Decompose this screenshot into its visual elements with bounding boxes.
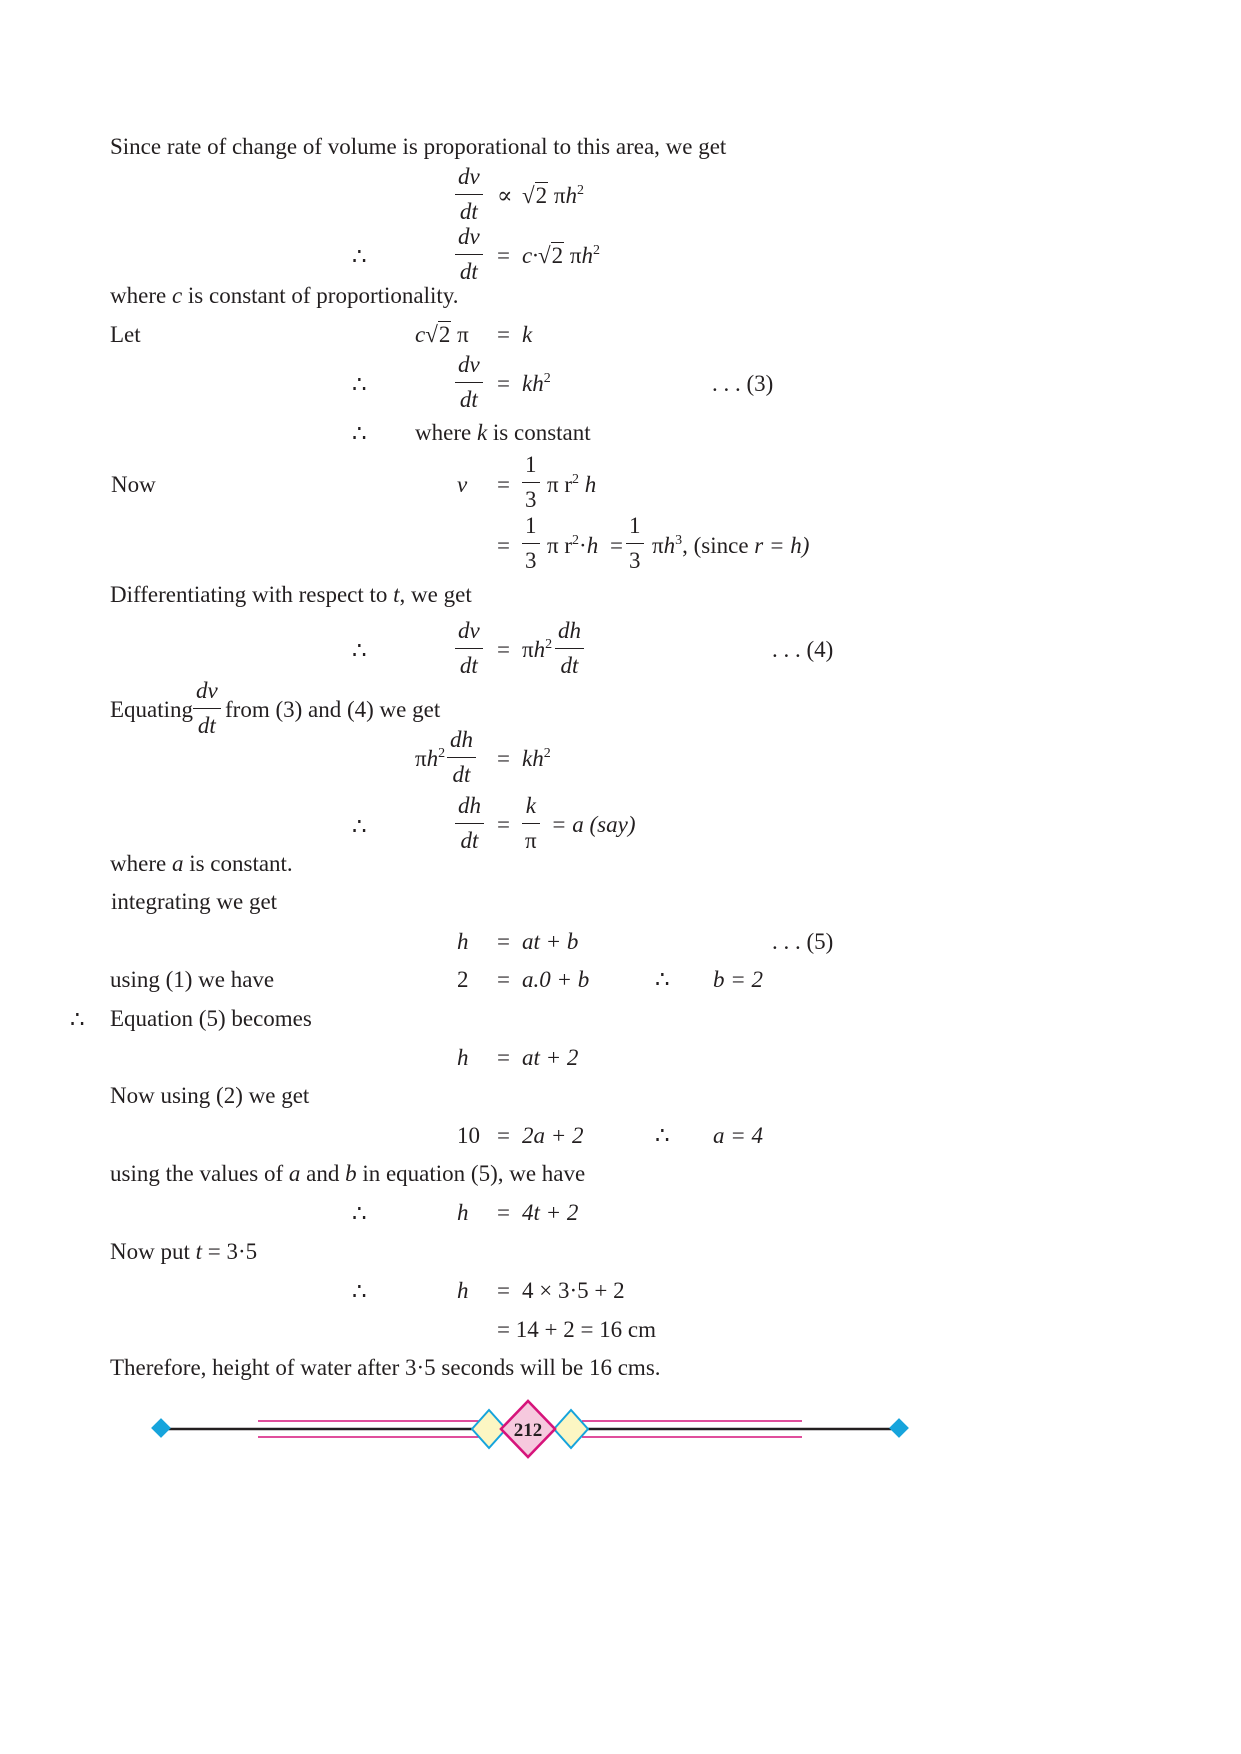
footer-left-diamond <box>151 1418 171 1438</box>
fraction-dv-dt-2: dv dt <box>455 225 483 283</box>
expr-calc-2: = 14 + 2 = 16 cm <box>497 1317 657 1342</box>
footer-right-diamond <box>889 1418 909 1438</box>
expr-b-eq-2: b = 2 <box>713 967 764 992</box>
equals-15: = <box>497 1278 510 1303</box>
expr-kh2-1: $kh^2$ <box>522 371 551 396</box>
equals-4: = <box>497 472 510 497</box>
where-k-text: where k is constant <box>415 420 591 445</box>
expr-pi-h2-b: $\pi h^2$ <box>415 746 446 771</box>
h-var-2: h <box>457 1045 469 1070</box>
expr-a0-plus-b: a.0 + b <box>522 967 590 992</box>
expr-c-sqrt2-pi: c√2 π <box>415 322 469 347</box>
therefore-symbol-1: ∴ <box>352 244 367 269</box>
equating-text: Equating <box>110 697 194 722</box>
equals-5: = <box>497 533 510 558</box>
fraction-dv-dt-1: dv dt <box>455 165 483 223</box>
equating-tail-text: from (3) and (4) we get <box>225 697 441 722</box>
equals-1: = <box>497 243 510 268</box>
therefore-symbol-7: ∴ <box>70 1007 85 1032</box>
fraction-k-pi: k π <box>522 794 540 852</box>
now-text: Now <box>111 472 156 497</box>
expr-at-plus-2: at + 2 <box>522 1045 579 1070</box>
expr-pi-h3-since: $\pi h^3$, (since r = h) <box>652 533 810 558</box>
equals-14: = <box>497 1200 510 1225</box>
therefore-conclusion-text: Therefore, height of water after 3·5 seconds will be 16 cms. <box>110 1355 661 1380</box>
equals-7: = <box>497 637 510 662</box>
equals-2: = <box>497 322 510 347</box>
expr-pi-r2-dot-h: π $r^2\cdot h$ <box>547 533 599 558</box>
h-var-4: h <box>457 1278 469 1303</box>
page-number: 212 <box>513 1420 543 1441</box>
eq-number-3: . . . (3) <box>712 371 774 396</box>
equals-13: = <box>497 1123 510 1148</box>
equals-9: = <box>497 812 510 837</box>
fraction-dh-dt-2: dh dt <box>447 728 476 786</box>
where-c-text: where c is constant of proportionality. <box>110 283 459 308</box>
therefore-symbol-8: ∴ <box>655 1123 670 1148</box>
k-var: k <box>522 322 533 347</box>
equals-10: = <box>497 929 510 954</box>
a-say-expr: = a (say) <box>551 812 636 837</box>
eq5-becomes-text: Equation (5) becomes <box>110 1006 312 1031</box>
fraction-one-third-2: 1 3 <box>522 514 540 572</box>
therefore-symbol-3: ∴ <box>352 421 367 446</box>
therefore-symbol-6: ∴ <box>655 967 670 992</box>
therefore-symbol-4: ∴ <box>352 638 367 663</box>
therefore-symbol-10: ∴ <box>352 1279 367 1304</box>
fraction-dv-dt-5: dv dt <box>193 679 221 737</box>
expr-calc-1: 4 × 3·5 + 2 <box>522 1278 625 1303</box>
now-using2-text: Now using (2) we get <box>110 1083 310 1108</box>
expr-2a-plus-2: 2a + 2 <box>522 1123 584 1148</box>
fraction-dv-dt-4: dv dt <box>455 619 483 677</box>
expr-4t-plus-2: 4t + 2 <box>522 1200 579 1225</box>
expr-at-plus-b: at + b <box>522 929 579 954</box>
therefore-symbol-5: ∴ <box>352 814 367 839</box>
h-var-3: h <box>457 1200 469 1225</box>
value-two: 2 <box>457 967 469 992</box>
equals-3: = <box>497 371 510 396</box>
equals-8: = <box>497 746 510 771</box>
using1-text: using (1) we have <box>110 967 275 992</box>
expr-sqrt2-pi-h2: √2 $\pi h^2$ <box>522 183 584 208</box>
v-var: v <box>457 472 468 497</box>
integrating-text: integrating we get <box>111 889 278 914</box>
expr-pi-h2-a: $\pi h^2$ <box>522 637 553 662</box>
propto-symbol: ∝ <box>497 183 513 208</box>
therefore-symbol-2: ∴ <box>352 372 367 397</box>
differentiating-text: Differentiating with respect to t, we get <box>110 582 472 607</box>
where-a-text: where a is constant. <box>110 851 293 876</box>
therefore-symbol-9: ∴ <box>352 1201 367 1226</box>
fraction-dh-dt-1: dh dt <box>555 619 584 677</box>
footer-right-small-diamond <box>554 1410 588 1448</box>
expr-pi-r2-h: π $r^2$ h <box>547 472 597 497</box>
expr-a-eq-4: a = 4 <box>713 1123 764 1148</box>
h-var-1: h <box>457 929 469 954</box>
value-ten: 10 <box>457 1123 480 1148</box>
eq-number-4: . . . (4) <box>772 637 834 662</box>
equals-6: = <box>610 533 623 558</box>
fraction-one-third-1: 1 3 <box>522 453 540 511</box>
equals-11: = <box>497 967 510 992</box>
let-text: Let <box>110 322 141 347</box>
since-rate-text: Since rate of change of volume is proporational to this area, we get <box>110 134 727 159</box>
expr-c-sqrt2-pi-h2: c·√2 $\pi h^2$ <box>522 243 600 268</box>
using-values-text: using the values of a and b in equation (5), we have <box>110 1161 586 1186</box>
expr-kh2-2: $kh^2$ <box>522 746 551 771</box>
fraction-dh-dt-3: dh dt <box>455 794 484 852</box>
equals-12: = <box>497 1045 510 1070</box>
fraction-dv-dt-3: dv dt <box>455 353 483 411</box>
fraction-one-third-3: 1 3 <box>626 514 644 572</box>
now-put-text: Now put t = 3·5 <box>110 1239 258 1264</box>
eq-number-5: . . . (5) <box>772 929 834 954</box>
